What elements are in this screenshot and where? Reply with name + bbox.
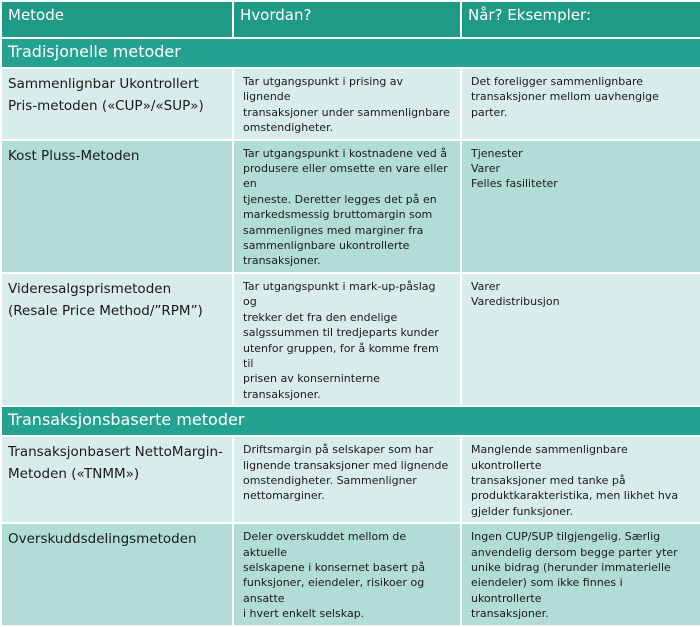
section-row-traditional <box>1 38 700 68</box>
header-how: Hvordan? <box>233 1 461 38</box>
when-cell: Tjenester Varer Felles fasiliteter <box>461 140 700 273</box>
section-row-transactional <box>1 406 700 436</box>
table-row-cost-plus <box>1 140 700 273</box>
method-cell: Transaksjonbasert NettoMargin- Metoden («TNMM») <box>1 436 233 523</box>
section-title-transactional: Transaksjonsbaserte metoder <box>1 406 700 436</box>
method-cell: Sammenlignbar Ukontrollert Pris-metoden («CUP»/«SUP») <box>1 68 233 140</box>
table-row-profit-split <box>1 523 700 625</box>
when-cell: Det foreligger sammenlignbare transaksjoner mellom uavhengige parter. <box>461 68 700 140</box>
when-cell: Varer Varedistribusjon <box>461 273 700 406</box>
method-cell: Overskuddsdelingsmetoden <box>1 523 233 625</box>
how-cell: Tar utgangspunkt i mark-up-påslag og trekker det fra den endelige salgssummen til tredjeparts kunder utenfor gruppen, for å komme frem til prisen av konserninterne transaksjoner. <box>233 273 461 406</box>
table-row-cup <box>1 68 700 140</box>
section-title-traditional: Tradisjonelle metoder <box>1 38 700 68</box>
when-cell: Manglende sammenlignbare ukontrollerte transaksjoner med tanke på produktkarakteristika, men likhet hva gjelder funksjoner. <box>461 436 700 523</box>
method-cell: Kost Pluss-Metoden <box>1 140 233 273</box>
header-row <box>1 1 700 38</box>
how-cell: Tar utgangspunkt i prising av lignende transaksjoner under sammenlignbare omstendigheter. <box>233 68 461 140</box>
how-cell: Deler overskuddet mellom de aktuelle selskapene i konsernet basert på funksjoner, eiendeler, risikoer og ansatte i hvert enkelt selskap. <box>233 523 461 625</box>
how-cell: Driftsmargin på selskaper som har lignende transaksjoner med lignende omstendigheter. Sammenligner nettomarginer. <box>233 436 461 523</box>
table-row-tnmm <box>1 436 700 523</box>
header-when: Når? Eksempler: <box>461 1 700 38</box>
method-cell: Videresalgsprismetoden (Resale Price Method/”RPM”) <box>1 273 233 406</box>
header-method: Metode <box>1 1 233 38</box>
table-row-rpm <box>1 273 700 406</box>
when-cell: Ingen CUP/SUP tilgjengelig. Særlig anvendelig dersom begge parter yter unike bidrag (herunder immaterielle eiendeler) som ikke finnes i ukontrollerte transaksjoner. <box>461 523 700 625</box>
how-cell: Tar utgangspunkt i kostnadene ved å produsere eller omsette en vare eller en tjeneste. Deretter legges det på en markedsmessig bruttomargin som sammenlignes med marginer fra sammenlignbare ukontrollerte transaksjoner. <box>233 140 461 273</box>
